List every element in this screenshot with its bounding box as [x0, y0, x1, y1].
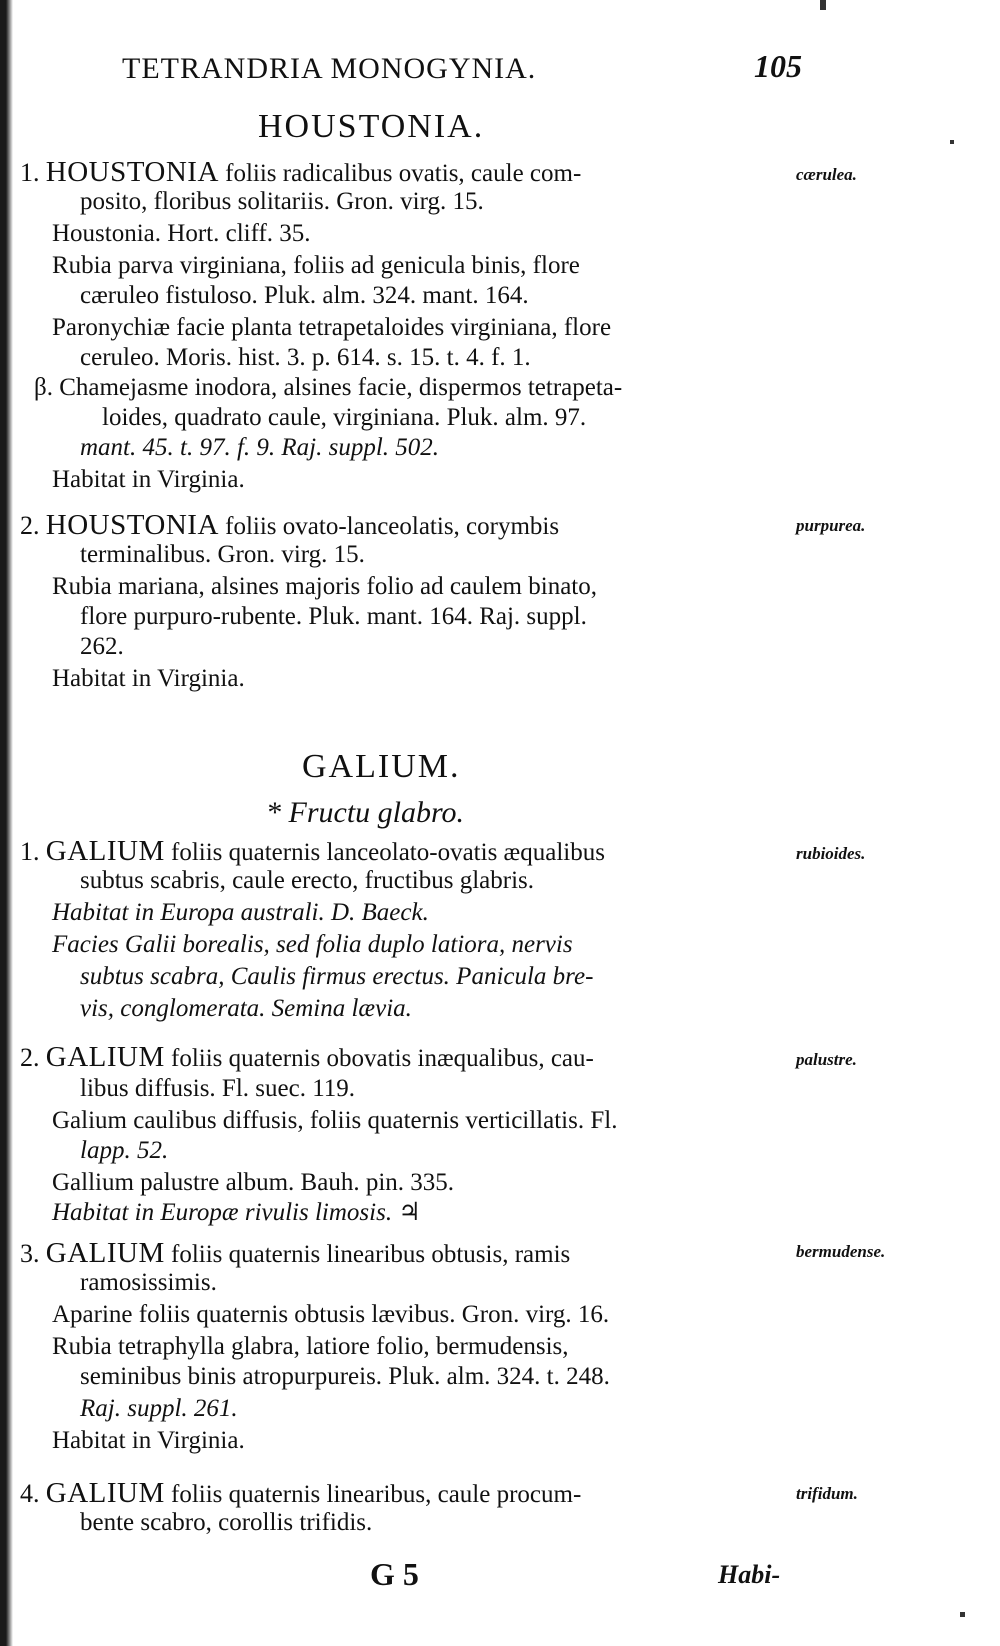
synonym-line: Gallium palustre album. Bauh. pin. 335.: [52, 1169, 455, 1196]
synonym-line: Raj. suppl. 261.: [80, 1395, 238, 1422]
synonym-line: loides, quadrato caule, virginiana. Pluk. alm. 97.: [102, 404, 587, 431]
ink-speck: [820, 0, 826, 10]
synonym-line: cæruleo fistuloso. Pluk. alm. 324. mant. 164.: [80, 282, 529, 309]
synonym-line: flore purpuro-rubente. Pluk. mant. 164. Raj. suppl.: [80, 603, 587, 630]
species-line: posito, floribus solitariis. Gron. virg. 15.: [80, 188, 484, 215]
species-text: foliis quaternis lanceolato-ovatis æqualibus: [171, 839, 605, 866]
synonym-line: lapp. 52.: [80, 1137, 169, 1164]
genus-heading-houstonia: HOUSTONIA.: [258, 108, 485, 145]
species-number: 1.: [20, 158, 40, 187]
species-name: GALIUM: [45, 1041, 165, 1073]
synonym-line: Houstonia. Hort. cliff. 35.: [52, 220, 311, 247]
species-text: foliis quaternis linearibus, caule procum-: [171, 1481, 582, 1508]
species-line: subtus scabris, caule erecto, fructibus glabris.: [80, 867, 535, 894]
habitat-line: Habitat in Virginia.: [52, 466, 245, 493]
species-number: 2.: [20, 511, 40, 540]
synonym-line: Aparine foliis quaternis obtusis lævibus. Gron. virg. 16.: [52, 1301, 610, 1328]
species-epithet: rubioides.: [796, 844, 866, 863]
synonym-line: Rubia tetraphylla glabra, latiore folio, bermudensis,: [52, 1333, 569, 1360]
habitat-line: Habitat in Europæ rivulis limosis. ♃: [52, 1199, 421, 1226]
species-text: foliis quaternis obovatis inæqualibus, cau-: [171, 1045, 594, 1072]
species-line: ramosissimis.: [80, 1269, 217, 1296]
synonym-line: mant. 45. t. 97. f. 9. Raj. suppl. 502.: [80, 434, 440, 461]
species-line: terminalibus. Gron. virg. 15.: [80, 541, 365, 568]
habitat-line: Habitat in Virginia.: [52, 665, 245, 692]
species-epithet: trifidum.: [796, 1484, 858, 1503]
note-line: subtus scabra, Caulis firmus erectus. Panicula bre-: [80, 963, 594, 990]
species-epithet: bermudense.: [796, 1242, 886, 1261]
synonym-line: Paronychiæ facie planta tetrapetaloides virginiana, flore: [52, 314, 612, 341]
signature-mark: G 5: [370, 1556, 419, 1592]
synonym-line: β. Chamejasme inodora, alsines facie, dispermos tetrapeta-: [34, 374, 623, 401]
synonym-line: 262.: [80, 633, 124, 660]
species-name: HOUSTONIA: [45, 509, 219, 541]
species-text: foliis ovato-lanceolatis, corymbis: [225, 513, 560, 540]
ink-speck: [950, 140, 954, 144]
species-name: GALIUM: [45, 1237, 165, 1269]
species-number: 3.: [20, 1239, 40, 1268]
species-name: GALIUM: [45, 1477, 165, 1509]
page-number: 105: [754, 48, 802, 84]
note-line: Facies Galii borealis, sed folia duplo latiora, nervis: [52, 931, 573, 958]
species-name: GALIUM: [45, 835, 165, 867]
synonym-line: ceruleo. Moris. hist. 3. p. 614. s. 15. t. 4. f. 1.: [80, 344, 531, 371]
species-epithet: cærulea.: [796, 165, 857, 184]
synonym-line: seminibus binis atropurpureis. Pluk. alm. 324. t. 248.: [80, 1363, 610, 1390]
species-text: foliis quaternis linearibus obtusis, ramis: [171, 1241, 571, 1268]
header-title: TETRANDRIA MONOGYNIA.: [122, 52, 537, 85]
synonym-line: Rubia parva virginiana, foliis ad genicula binis, flore: [52, 252, 580, 279]
habitat-line: Habitat in Virginia.: [52, 1427, 245, 1454]
note-line: vis, conglomerata. Semina lævia.: [80, 995, 412, 1022]
species-number: 2.: [20, 1043, 40, 1072]
ink-speck: [960, 1612, 965, 1617]
catchword: Habi-: [718, 1560, 781, 1589]
species-name: HOUSTONIA: [45, 156, 219, 188]
synonym-line: Rubia mariana, alsines majoris folio ad caulem binato,: [52, 573, 597, 600]
running-header: [122, 48, 802, 92]
subheading-fructu-glabro: * Fructu glabro.: [266, 796, 465, 829]
species-epithet: purpurea.: [796, 516, 866, 535]
synonym-line: Galium caulibus diffusis, foliis quaternis verticillatis. Fl.: [52, 1107, 618, 1134]
species-number: 4.: [20, 1479, 40, 1508]
species-text: foliis radicalibus ovatis, caule com-: [225, 160, 582, 187]
species-number: 1.: [20, 837, 40, 866]
species-line: bente scabro, corollis trifidis.: [80, 1509, 373, 1536]
genus-heading-galium: GALIUM.: [302, 748, 461, 785]
species-epithet: palustre.: [796, 1050, 857, 1069]
habitat-line: Habitat in Europa australi. D. Baeck.: [52, 899, 429, 926]
page-binding-edge: [0, 0, 13, 1646]
species-line: libus diffusis. Fl. suec. 119.: [80, 1075, 356, 1102]
